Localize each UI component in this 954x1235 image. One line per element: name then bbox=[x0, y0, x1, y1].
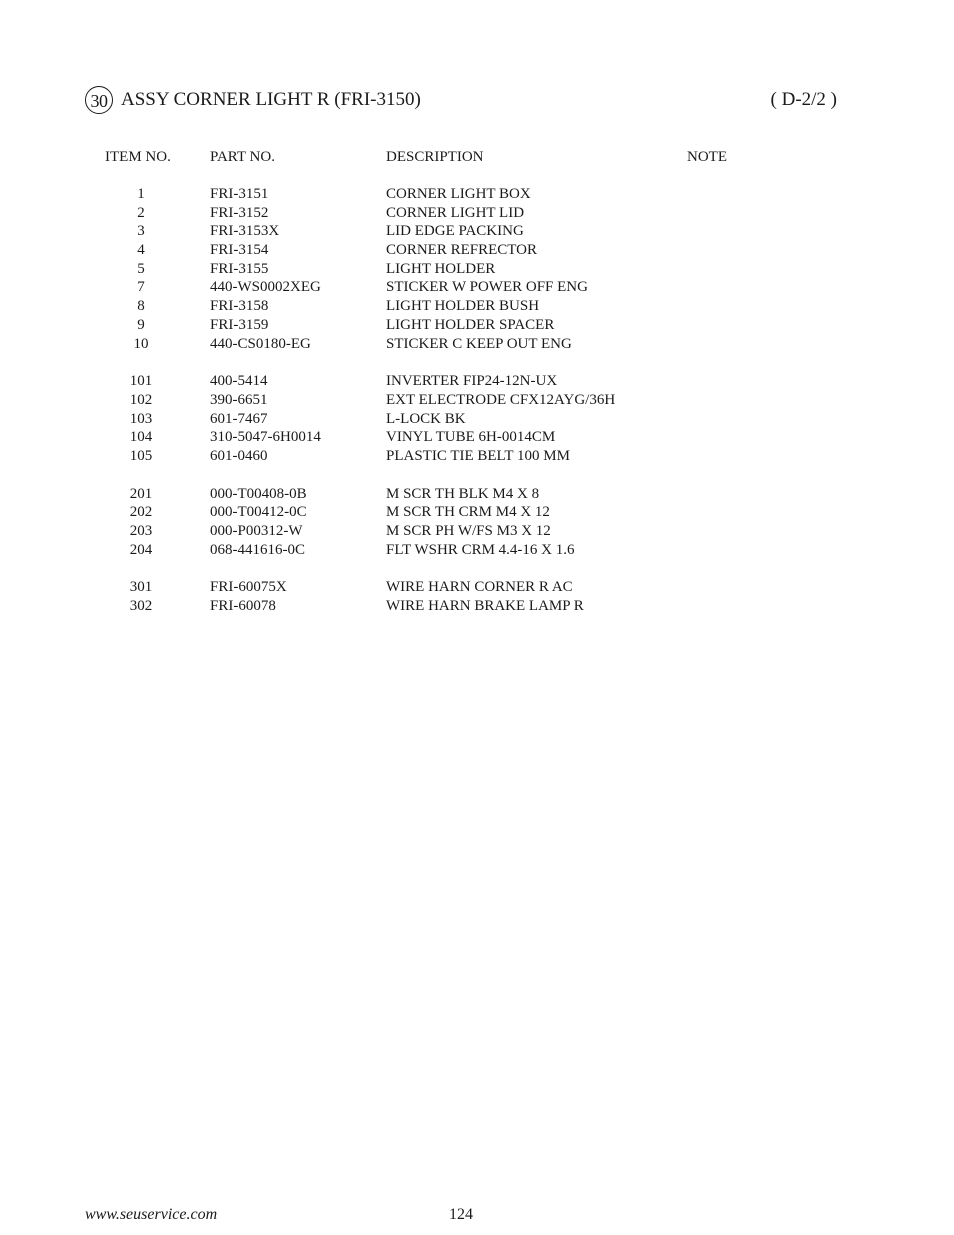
part-number: 601-0460 bbox=[210, 447, 268, 464]
table-row bbox=[0, 204, 954, 223]
part-number: 000-T00408-0B bbox=[210, 485, 307, 502]
part-description: LIGHT HOLDER bbox=[386, 260, 496, 277]
item-number: 2 bbox=[137, 204, 145, 221]
part-number: FRI-60078 bbox=[210, 598, 276, 615]
item-number: 302 bbox=[129, 598, 153, 615]
table-row bbox=[0, 185, 954, 204]
item-number: 1 bbox=[137, 186, 145, 202]
part-number: FRI-3158 bbox=[210, 298, 269, 315]
table-row bbox=[0, 503, 954, 522]
part-number: FRI-3159 bbox=[210, 316, 269, 333]
item-number: 203 bbox=[129, 523, 153, 539]
item-number: 7 bbox=[137, 279, 145, 296]
item-number: 5 bbox=[137, 260, 145, 277]
part-description: LIGHT HOLDER SPACER bbox=[386, 316, 555, 333]
part-description: M SCR TH BLK M4 X 8 bbox=[386, 485, 540, 502]
table-row bbox=[0, 428, 954, 447]
page-number: 124 bbox=[449, 1206, 473, 1223]
part-number: FRI-3152 bbox=[210, 204, 269, 221]
table-row bbox=[0, 447, 954, 466]
assembly-number-badge: 30 bbox=[85, 86, 113, 114]
part-number: 390-6651 bbox=[210, 391, 268, 408]
column-header-part-no: PART NO. bbox=[210, 149, 275, 165]
parts-group bbox=[0, 485, 954, 560]
page-header bbox=[85, 86, 845, 116]
parts-list bbox=[0, 185, 954, 635]
item-number: 201 bbox=[129, 485, 153, 502]
parts-group bbox=[0, 185, 954, 353]
table-row bbox=[0, 485, 954, 504]
parts-group bbox=[0, 578, 954, 615]
item-number: 9 bbox=[137, 316, 145, 333]
item-number: 204 bbox=[129, 541, 153, 558]
table-row bbox=[0, 522, 954, 541]
part-number: 601-7467 bbox=[210, 410, 268, 427]
part-description: FLT WSHR CRM 4.4-16 X 1.6 bbox=[386, 541, 575, 558]
table-row bbox=[0, 222, 954, 241]
part-number: 000-T00412-0C bbox=[210, 504, 307, 521]
part-number: 310-5047-6H0014 bbox=[210, 429, 321, 446]
table-row bbox=[0, 241, 954, 260]
part-number: 400-5414 bbox=[210, 373, 268, 390]
item-number: 202 bbox=[129, 504, 153, 521]
table-row bbox=[0, 316, 954, 335]
part-number: FRI-60075X bbox=[210, 579, 287, 596]
part-number: FRI-3153X bbox=[210, 223, 280, 240]
parts-group bbox=[0, 372, 954, 465]
item-number: 10 bbox=[133, 335, 149, 352]
table-row bbox=[0, 597, 954, 616]
table-row bbox=[0, 578, 954, 597]
table-row bbox=[0, 372, 954, 391]
table-row bbox=[0, 335, 954, 354]
item-number: 101 bbox=[129, 373, 153, 390]
page-reference: ( D-2/2 ) bbox=[770, 89, 837, 110]
item-number: 8 bbox=[137, 298, 145, 315]
table-row bbox=[0, 297, 954, 316]
table-row bbox=[0, 391, 954, 410]
item-number: 301 bbox=[129, 579, 153, 596]
part-description: L-LOCK BK bbox=[386, 410, 466, 427]
item-number: 104 bbox=[129, 429, 153, 446]
footer-url: www.seuservice.com bbox=[85, 1206, 218, 1223]
part-description: INVERTER FIP24-12N-UX bbox=[386, 373, 558, 390]
column-header-description: DESCRIPTION bbox=[386, 149, 484, 165]
item-number: 3 bbox=[137, 223, 145, 240]
part-description: STICKER C KEEP OUT ENG bbox=[386, 335, 572, 352]
part-description: PLASTIC TIE BELT 100 MM bbox=[386, 447, 570, 464]
column-header-item-no: ITEM NO. bbox=[105, 149, 171, 165]
part-number: 440-CS0180-EG bbox=[210, 335, 311, 352]
part-description: WIRE HARN CORNER R AC bbox=[386, 579, 573, 596]
part-number: 440-WS0002XEG bbox=[210, 279, 321, 296]
table-row bbox=[0, 541, 954, 560]
part-description: LIGHT HOLDER BUSH bbox=[386, 298, 540, 315]
part-number: FRI-3151 bbox=[210, 186, 269, 202]
part-number: 068-441616-0C bbox=[210, 541, 305, 558]
part-description: CORNER LIGHT BOX bbox=[386, 186, 531, 202]
part-description: M SCR PH W/FS M3 X 12 bbox=[386, 523, 551, 539]
part-number: FRI-3154 bbox=[210, 242, 269, 259]
part-description: CORNER LIGHT LID bbox=[386, 204, 525, 221]
item-number: 4 bbox=[137, 242, 145, 259]
part-description: CORNER REFRECTOR bbox=[386, 242, 538, 259]
part-description: M SCR TH CRM M4 X 12 bbox=[386, 504, 550, 521]
part-description: STICKER W POWER OFF ENG bbox=[386, 279, 588, 296]
table-row bbox=[0, 260, 954, 279]
item-number: 102 bbox=[129, 391, 153, 408]
part-number: 000-P00312-W bbox=[210, 523, 303, 539]
table-row bbox=[0, 278, 954, 297]
column-header-note: NOTE bbox=[687, 149, 727, 165]
item-number: 105 bbox=[129, 447, 153, 464]
part-description: WIRE HARN BRAKE LAMP R bbox=[386, 598, 584, 615]
item-number: 103 bbox=[129, 410, 153, 427]
part-description: LID EDGE PACKING bbox=[386, 223, 524, 240]
part-number: FRI-3155 bbox=[210, 260, 269, 277]
part-description: VINYL TUBE 6H-0014CM bbox=[386, 429, 556, 446]
table-row bbox=[0, 410, 954, 429]
page-title: ASSY CORNER LIGHT R (FRI-3150) bbox=[121, 89, 421, 110]
part-description: EXT ELECTRODE CFX12AYG/36H bbox=[386, 391, 616, 408]
